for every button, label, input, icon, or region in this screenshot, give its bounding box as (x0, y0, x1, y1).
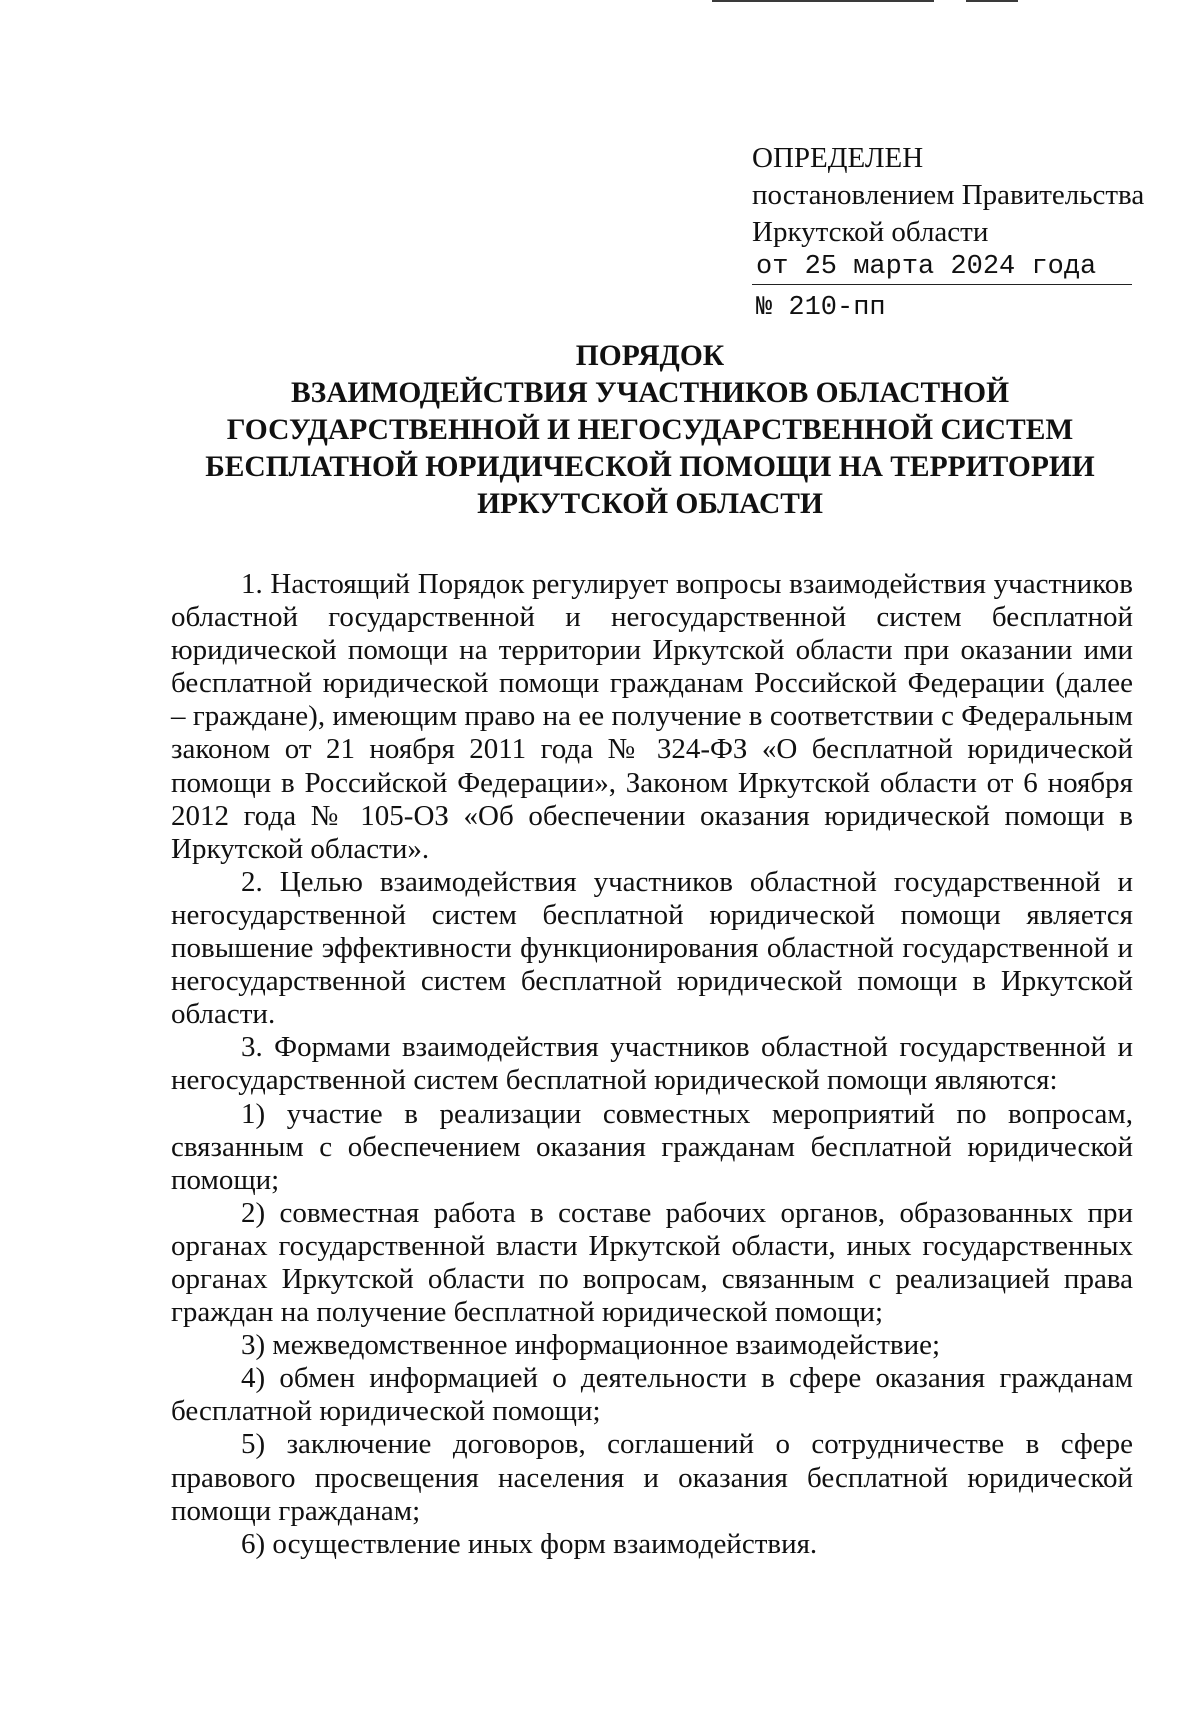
list-item-3: 3) межведомственное информационное взаимодействие; (241, 1329, 941, 1362)
title-line-5: ИРКУТСКОЙ ОБЛАСТИ (477, 488, 823, 520)
list-item-6: 6) осуществление иных форм взаимодействия. (241, 1527, 818, 1560)
top-rule-left (712, 0, 934, 2)
title-line-2: ВЗАИМОДЕЙСТВИЯ УЧАСТНИКОВ ОБЛАСТНОЙ (290, 377, 1010, 409)
paragraph-2: 2. Целью взаимодействия участников областной государственной и негосударственной систем бесплатной юридической помощи является повышение эффективности функционирования областной государственной и негосударственной систем бесплатной юридической помощи в Иркутской области. (171, 865, 1133, 1031)
paragraph-3: 3. Формами взаимодействия участников областной государственной и негосударственной систем бесплатной юридической помощи являются: (171, 1031, 1133, 1097)
paragraph-1: 1. Настоящий Порядок регулирует вопросы взаимодействия участников областной государственной и негосударственной систем бесплатной юридической помощи на территории Иркутской области при оказании ими бесплатной юридической помощи гражданам Российской Федерации (далее – граждане), имеющим право на ее получение в соответствии с Федеральным законом от 21 ноября 2011 года № 324-ФЗ «О бесплатной юридической помощи в Российской Федерации», Законом Иркутской области от 6 ноября 2012 года № 105-ОЗ «Об обеспечении оказания юридической помощи в Иркутской области». (171, 568, 1133, 865)
approval-region: Иркутской области (752, 216, 989, 248)
approval-number: № 210-пп (756, 293, 886, 323)
document-body (171, 568, 1133, 1561)
list-item-5: 5) заключение договоров, соглашений о сотрудничестве в сфере правового просвещения населения и оказания бесплатной юридической помощи гражданам; (171, 1428, 1133, 1527)
approval-issuer: постановлением Правительства (752, 179, 1145, 211)
list-item-2: 2) совместная работа в составе рабочих органов, образованных при органах государственной власти Иркутской области, иных государственных органах Иркутской области по вопросам, связанным с реализацией права граждан на получение бесплатной юридической помощи; (171, 1196, 1133, 1329)
top-rule-right (966, 0, 1018, 2)
approval-block (752, 140, 1145, 323)
document-title (170, 338, 1130, 523)
list-item-1: 1) участие в реализации совместных мероприятий по вопросам, связанным с обеспечением оказания гражданам бесплатной юридической помощи; (171, 1097, 1133, 1196)
approval-date: от 25 марта 2024 года (752, 251, 1132, 285)
title-line-4: БЕСПЛАТНОЙ ЮРИДИЧЕСКОЙ ПОМОЩИ НА ТЕРРИТОРИИ (205, 451, 1095, 483)
approval-heading: ОПРЕДЕЛЕН (752, 142, 924, 174)
title-line-1: ПОРЯДОК (575, 340, 725, 372)
title-line-3: ГОСУДАРСТВЕННОЙ И НЕГОСУДАРСТВЕННОЙ СИСТЕМ (226, 414, 1074, 446)
list-item-4: 4) обмен информацией о деятельности в сфере оказания гражданам бесплатной юридической помощи; (171, 1362, 1133, 1428)
